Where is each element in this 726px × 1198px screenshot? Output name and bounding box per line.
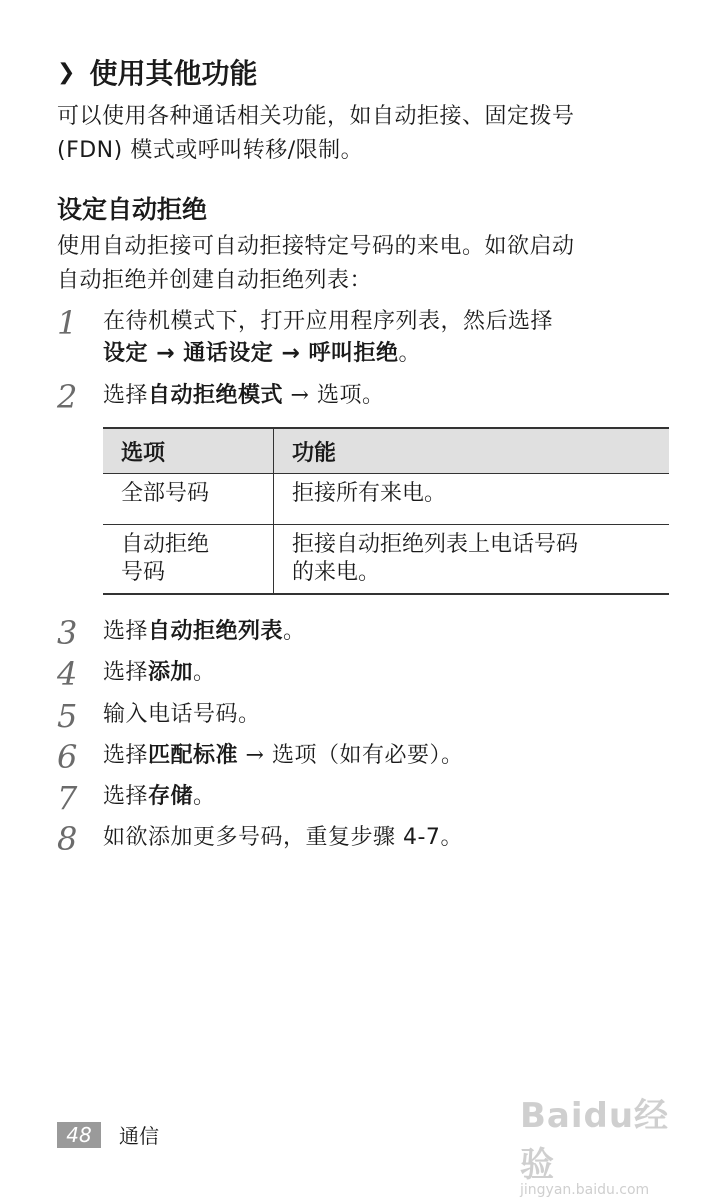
cell-option: 全部号码 [103, 474, 274, 525]
step-text [103, 616, 306, 650]
step-text [103, 306, 553, 370]
step-3-bold: 自动拒绝列表 [148, 619, 284, 644]
step-1-line-1: 在待机模式下，打开应用程序列表，然后选择 [103, 309, 554, 334]
step-6-pre: 选择 [103, 743, 149, 768]
intro-paragraph [57, 100, 672, 168]
section-heading [57, 52, 257, 92]
page-footer [57, 1120, 159, 1149]
watermark [520, 1088, 690, 1198]
step-8-range: 4-7 [403, 825, 441, 850]
step-4-tail: 。 [193, 660, 216, 685]
intro-line-1: 可以使用各种通话相关功能，如自动拒接、固定拨号 [57, 104, 575, 129]
step-7-pre: 选择 [103, 784, 149, 809]
step-2-pre: 选择 [103, 383, 149, 408]
options-table [103, 427, 669, 595]
section-title: 使用其他功能 [89, 57, 258, 90]
step-8-tail: 。 [440, 825, 463, 850]
table-row [103, 474, 669, 525]
desc-line-2: 自动拒绝并创建自动拒绝列表： [57, 268, 373, 293]
cell-option-line-2: 号码 [121, 560, 166, 585]
step-number: 3 [57, 614, 78, 652]
step-7-tail: 。 [193, 784, 216, 809]
cell-option-line-1: 自动拒绝 [121, 532, 210, 557]
step-number: 2 [57, 378, 78, 416]
intro-line-2 [57, 134, 672, 168]
step-text [103, 781, 216, 815]
step-6-tail: → 选项（如有必要）。 [238, 743, 464, 768]
step-2-tail: → 选项。 [283, 383, 385, 408]
page-number: 48 [57, 1122, 101, 1148]
chevron-right-icon: ❯ [57, 59, 76, 85]
step-6 [57, 740, 672, 774]
step-4 [57, 657, 672, 691]
table-header-row [103, 428, 669, 474]
fdn-label: (FDN) [57, 138, 123, 163]
table-row [103, 525, 669, 595]
step-2-bold: 自动拒绝模式 [148, 383, 284, 408]
step-7 [57, 781, 672, 815]
step-1 [57, 306, 672, 370]
cell-function [274, 525, 670, 595]
step-number: 8 [57, 820, 78, 858]
watermark-url: jingyan.baidu.com [520, 1182, 650, 1198]
step-6-bold: 匹配标准 [148, 743, 239, 768]
footer-section-name: 通信 [119, 1124, 159, 1148]
step-number: 4 [57, 655, 78, 693]
description-paragraph [57, 230, 672, 298]
step-4-pre: 选择 [103, 660, 149, 685]
step-8 [57, 822, 672, 856]
step-number: 1 [57, 304, 78, 342]
cell-function-line-2: 的来电。 [292, 560, 381, 585]
desc-line-1: 使用自动拒接可自动拒接特定号码的来电。如欲启动 [57, 234, 575, 259]
step-3-pre: 选择 [103, 619, 149, 644]
step-2 [57, 380, 672, 414]
header-function: 功能 [274, 428, 670, 474]
step-number: 6 [57, 738, 78, 776]
step-text [103, 380, 384, 414]
step-8-pre: 如欲添加更多号码，重复步骤 [103, 825, 403, 850]
cell-function: 拒接所有来电。 [274, 474, 670, 525]
step-3-tail: 。 [283, 619, 306, 644]
header-option: 选项 [103, 428, 274, 474]
step-1-line-2 [103, 338, 553, 370]
step-5 [57, 699, 672, 733]
step-text [103, 657, 216, 691]
step-number: 7 [57, 779, 78, 817]
step-4-bold: 添加 [148, 660, 194, 685]
cell-function-line-1: 拒接自动拒绝列表上电话号码 [292, 532, 579, 557]
step-text [103, 740, 463, 774]
step-number: 5 [57, 697, 78, 735]
subsection-title: 设定自动拒绝 [57, 195, 208, 224]
menu-path: 设定 → 通话设定 → 呼叫拒绝 [103, 341, 399, 366]
cell-option [103, 525, 274, 595]
step-7-bold: 存储 [148, 784, 194, 809]
step-text: 输入电话号码。 [103, 702, 261, 727]
step-text [103, 822, 463, 856]
step-3 [57, 616, 672, 650]
intro-line-2-text: 模式或呼叫转移/限制。 [122, 138, 364, 163]
baidu-logo: Baidu经验 [520, 1096, 670, 1185]
step-1-tail: 。 [398, 341, 422, 366]
